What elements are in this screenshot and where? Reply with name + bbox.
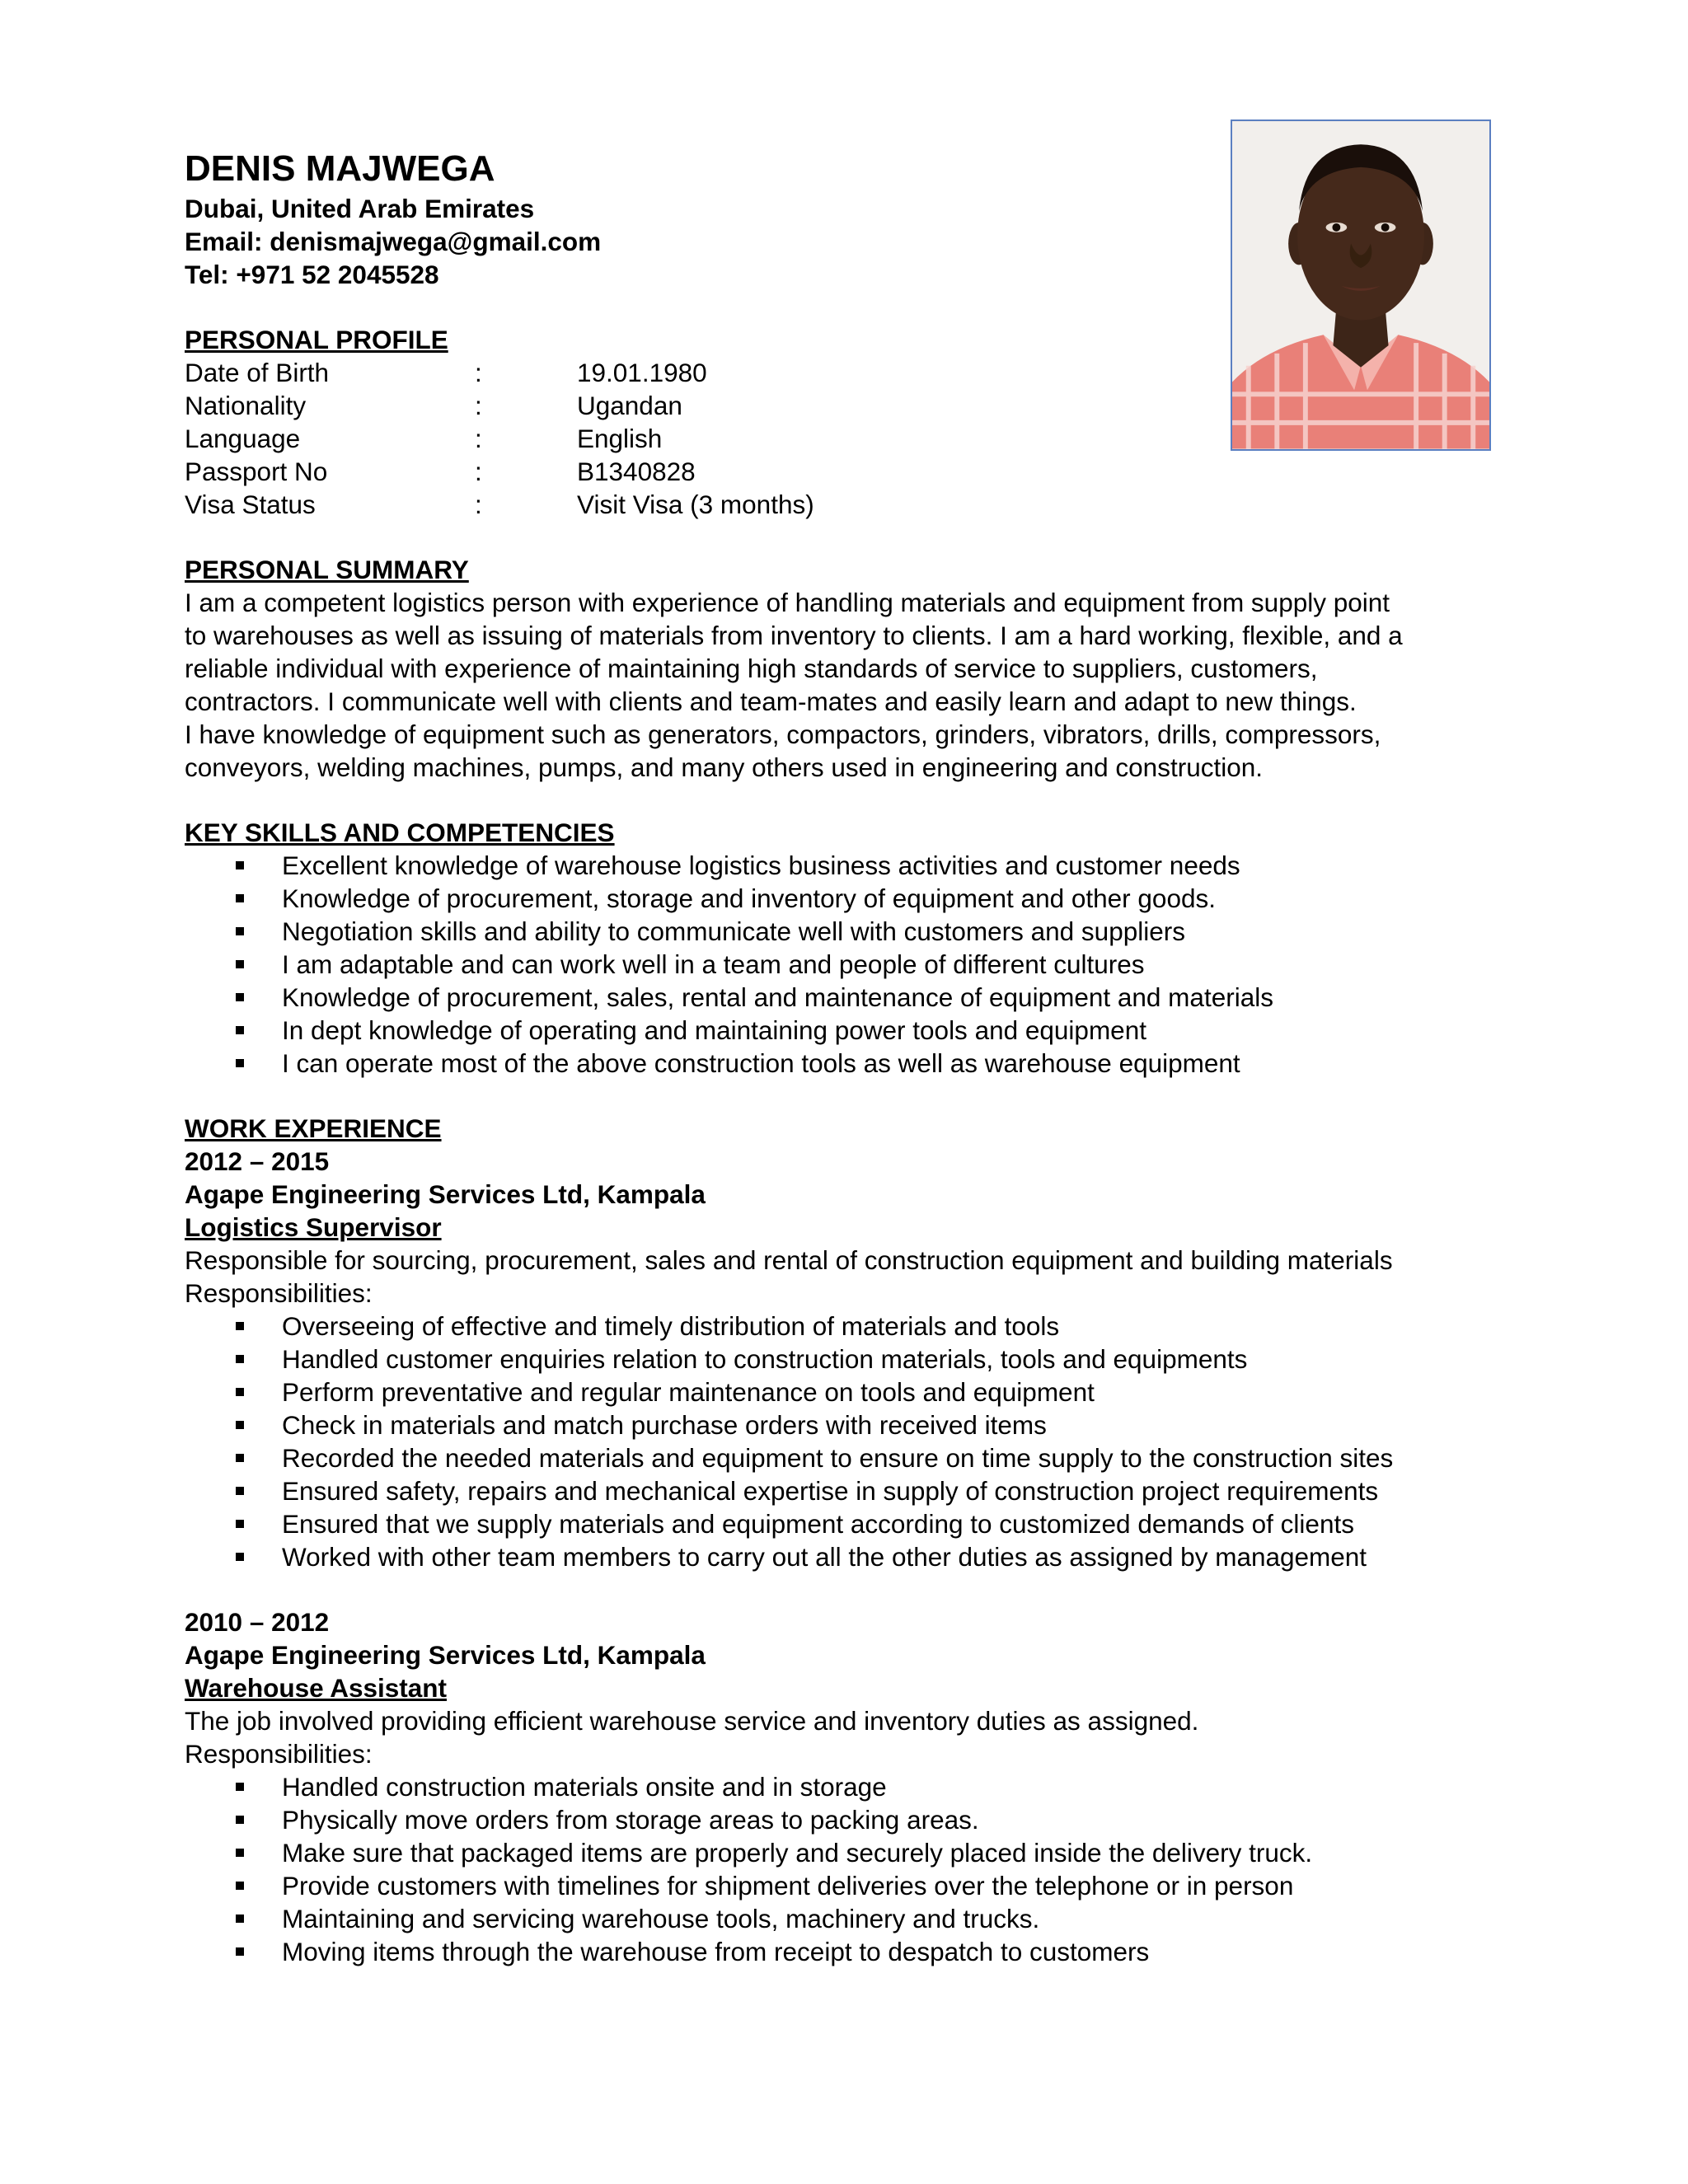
job-entry — [185, 1605, 1503, 1968]
profile-value: Ugandan — [577, 391, 682, 420]
responsibility-item: Recorded the needed materials and equipment to ensure on time supply to the construction sites — [185, 1441, 1503, 1474]
responsibilities-list — [185, 1310, 1503, 1573]
job-company: Agape Engineering Services Ltd, Kampala — [185, 1640, 706, 1670]
email-line: Email: denismajwega@gmail.com — [185, 227, 602, 256]
profile-row-passport — [185, 455, 1503, 488]
job-title: Logistics Supervisor — [185, 1212, 442, 1242]
personal-profile-heading: PERSONAL PROFILE — [185, 325, 448, 354]
profile-row-nationality — [185, 389, 1503, 422]
responsibility-item: Overseeing of effective and timely distribution of materials and tools — [185, 1310, 1503, 1343]
profile-separator: : — [475, 490, 482, 519]
responsibility-item: Perform preventative and regular maintenance on tools and equipment — [185, 1376, 1503, 1408]
profile-value: Visit Visa (3 months) — [577, 490, 814, 519]
profile-label: Language — [185, 424, 301, 453]
skill-item: In dept knowledge of operating and maintaining power tools and equipment — [185, 1014, 1503, 1047]
job-period: 2010 – 2012 — [185, 1607, 330, 1637]
profile-value: 19.01.1980 — [577, 358, 707, 387]
profile-row-language — [185, 422, 1503, 455]
responsibility-item: Maintaining and servicing warehouse tools, machinery and trucks. — [185, 1902, 1503, 1935]
job-company: Agape Engineering Services Ltd, Kampala — [185, 1179, 706, 1209]
job-description: The job involved providing efficient warehouse service and inventory duties as assigned. — [185, 1706, 1199, 1736]
work-experience-heading: WORK EXPERIENCE — [185, 1113, 442, 1143]
candidate-name: DENIS MAJWEGA — [185, 148, 495, 189]
profile-separator: : — [475, 391, 482, 420]
profile-label: Nationality — [185, 391, 307, 420]
responsibility-item: Ensured that we supply materials and equipment according to customized demands of clients — [185, 1507, 1503, 1540]
skill-item: Negotiation skills and ability to communicate well with customers and suppliers — [185, 915, 1503, 948]
location-line: Dubai, United Arab Emirates — [185, 194, 535, 223]
job-title: Warehouse Assistant — [185, 1673, 447, 1703]
skill-item: Knowledge of procurement, storage and inventory of equipment and other goods. — [185, 882, 1503, 915]
summary-line: I have knowledge of equipment such as generators, compactors, grinders, vibrators, drills, compressors, — [185, 719, 1381, 749]
summary-line: conveyors, welding machines, pumps, and many others used in engineering and construction. — [185, 752, 1264, 782]
profile-separator: : — [475, 424, 482, 453]
job-period: 2012 – 2015 — [185, 1146, 330, 1176]
skill-item: I am adaptable and can work well in a team and people of different cultures — [185, 948, 1503, 981]
skills-list — [185, 849, 1503, 1080]
personal-summary-heading: PERSONAL SUMMARY — [185, 555, 469, 584]
responsibility-item: Handled customer enquiries relation to construction materials, tools and equipments — [185, 1343, 1503, 1376]
job-description: Responsible for sourcing, procurement, sales and rental of construction equipment and building materials — [185, 1245, 1393, 1275]
summary-paragraph — [185, 586, 1487, 784]
profile-table — [185, 356, 1503, 521]
responsibility-item: Moving items through the warehouse from receipt to despatch to customers — [185, 1935, 1503, 1968]
responsibility-item: Provide customers with timelines for shipment deliveries over the telephone or in person — [185, 1869, 1503, 1902]
profile-row-visa — [185, 488, 1503, 521]
summary-line: reliable individual with experience of maintaining high standards of service to suppliers, customers, — [185, 654, 1318, 683]
responsibilities-list — [185, 1770, 1503, 1968]
tel-line: Tel: +971 52 2045528 — [185, 260, 439, 289]
responsibility-item: Check in materials and match purchase orders with received items — [185, 1408, 1503, 1441]
profile-label: Date of Birth — [185, 358, 330, 387]
responsibility-item: Make sure that packaged items are properly and securely placed inside the delivery truck. — [185, 1836, 1503, 1869]
profile-value: English — [577, 424, 663, 453]
profile-label: Passport No — [185, 457, 328, 486]
job-entry — [185, 1145, 1503, 1573]
summary-line: I am a competent logistics person with experience of handling materials and equipment from supply point — [185, 588, 1390, 617]
profile-row-dob — [185, 356, 1503, 389]
responsibility-item: Ensured safety, repairs and mechanical expertise in supply of construction project requirements — [185, 1474, 1503, 1507]
resume-document — [185, 148, 1503, 1968]
summary-line: to warehouses as well as issuing of materials from inventory to clients. I am a hard working, flexible, and a — [185, 621, 1403, 650]
responsibilities-label: Responsibilities: — [185, 1739, 373, 1769]
responsibility-item: Handled construction materials onsite and in storage — [185, 1770, 1503, 1803]
skill-item: Knowledge of procurement, sales, rental and maintenance of equipment and materials — [185, 981, 1503, 1014]
key-skills-heading: KEY SKILLS AND COMPETENCIES — [185, 818, 615, 847]
profile-value: B1340828 — [577, 457, 696, 486]
responsibility-item: Worked with other team members to carry out all the other duties as assigned by management — [185, 1540, 1503, 1573]
profile-separator: : — [475, 457, 482, 486]
summary-line: contractors. I communicate well with clients and team-mates and easily learn and adapt to new things. — [185, 687, 1357, 716]
skill-item: Excellent knowledge of warehouse logistics business activities and customer needs — [185, 849, 1503, 882]
skill-item: I can operate most of the above construction tools as well as warehouse equipment — [185, 1047, 1503, 1080]
profile-label: Visa Status — [185, 490, 316, 519]
profile-separator: : — [475, 358, 482, 387]
responsibilities-label: Responsibilities: — [185, 1278, 373, 1308]
responsibility-item: Physically move orders from storage areas to packing areas. — [185, 1803, 1503, 1836]
